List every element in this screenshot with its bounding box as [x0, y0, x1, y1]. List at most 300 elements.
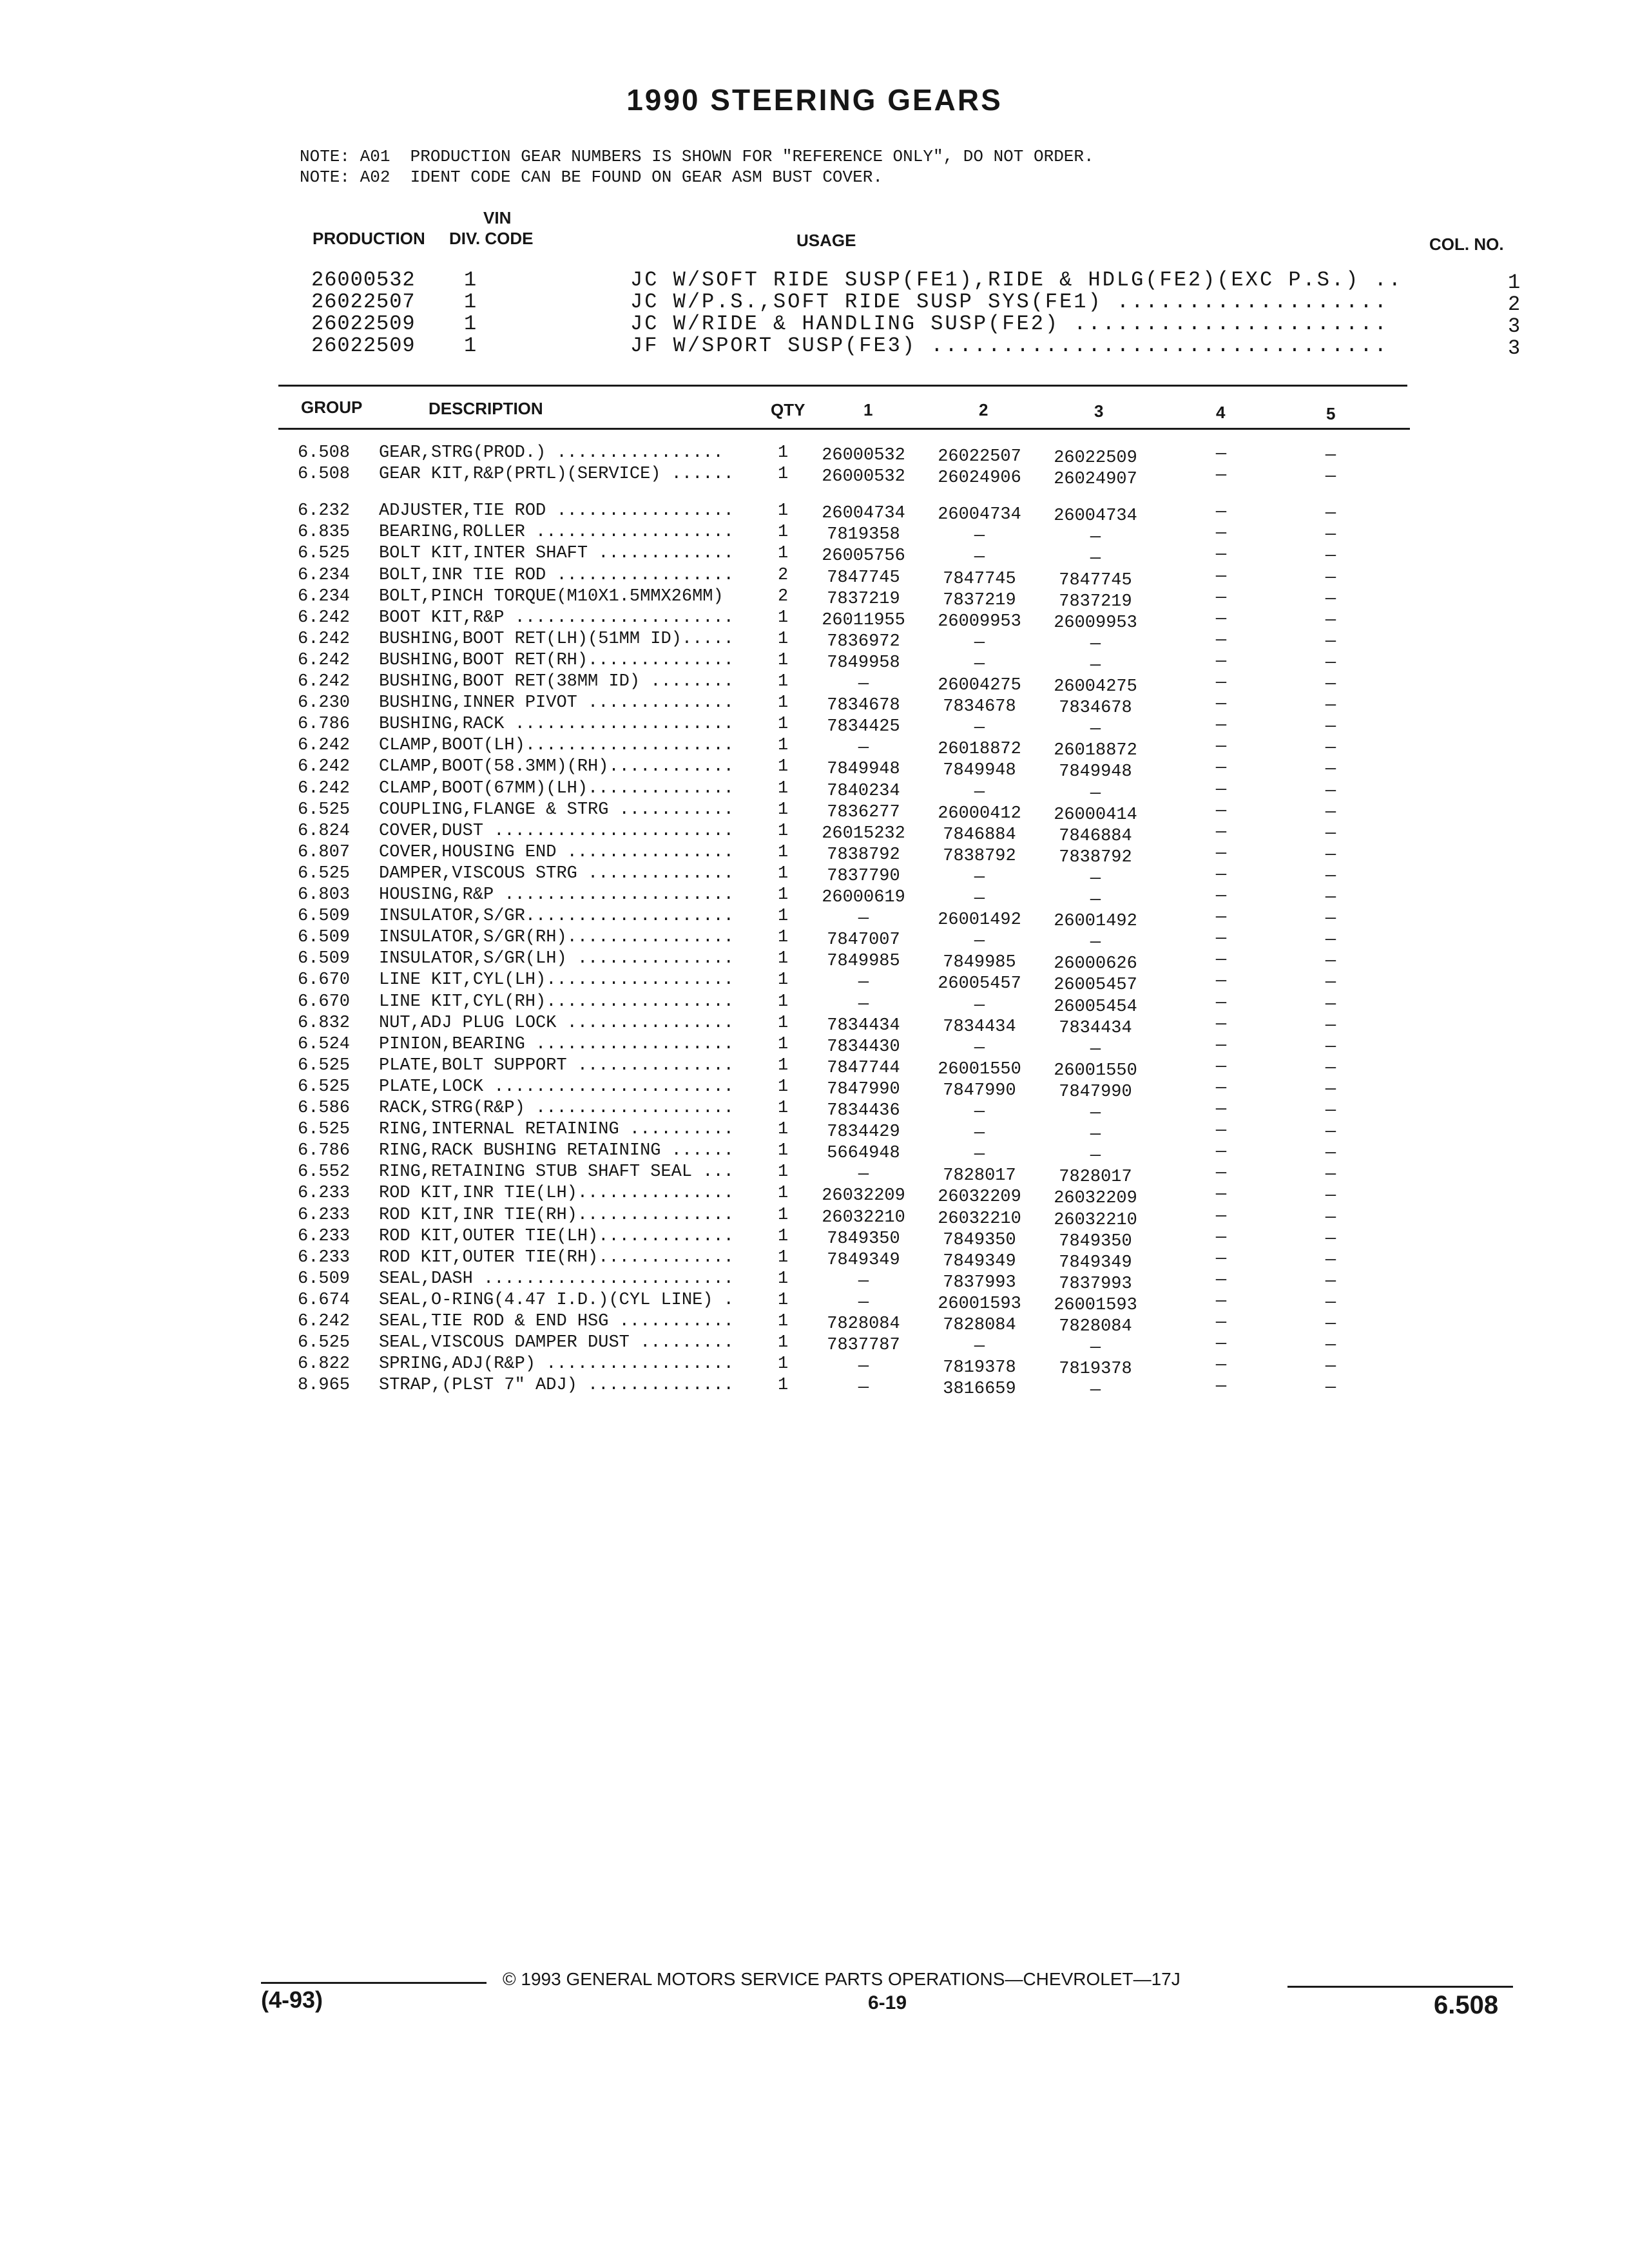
col5-cell: —: [1325, 525, 1336, 544]
qty-cell: 1: [778, 992, 789, 1012]
col4-cell: —: [1215, 588, 1227, 608]
col1-cell: —: [858, 675, 869, 694]
col5-cell: —: [1325, 1251, 1336, 1270]
col4-cell: —: [1215, 1228, 1227, 1247]
qty-cell: 1: [778, 1269, 789, 1289]
group-cell: 6.242: [298, 608, 351, 628]
col4-header: 4: [1216, 403, 1226, 422]
col5-cell: —: [1325, 1016, 1336, 1035]
col1-cell: 7847745: [827, 568, 900, 588]
table-row: [0, 693, 1629, 718]
col1-cell: —: [858, 738, 869, 758]
qty-cell: 1: [778, 885, 789, 905]
qty-cell: 1: [778, 1227, 789, 1246]
col1-cell: 7837787: [827, 1336, 900, 1355]
col5-cell: —: [1325, 675, 1336, 694]
table-row: [0, 949, 1629, 974]
col3-cell: 7846884: [1059, 827, 1132, 846]
col4-cell: —: [1215, 1142, 1227, 1162]
col3-cell: —: [1090, 784, 1101, 803]
qty-cell: 1: [778, 1099, 789, 1118]
group-cell: 6.525: [298, 800, 351, 820]
col5-cell: —: [1325, 1357, 1336, 1376]
table-row: [0, 1248, 1629, 1273]
group-cell: 6.234: [298, 587, 351, 606]
col3-cell: —: [1090, 933, 1101, 952]
col2-cell: 7837993: [943, 1273, 1016, 1293]
col5-cell: —: [1325, 1314, 1336, 1334]
col5-cell: —: [1325, 446, 1336, 465]
col2-cell: 7849985: [943, 953, 1016, 972]
qty-cell: 1: [778, 736, 789, 755]
table-row: [0, 608, 1629, 633]
group-cell: 6.242: [298, 736, 351, 755]
description-cell: BUSHING,BOOT RET(RH)..............: [379, 651, 734, 670]
description-cell: STRAP,(PLST 7" ADJ) ..............: [379, 1376, 734, 1395]
col4-cell: —: [1215, 1079, 1227, 1098]
col3-cell: —: [1090, 635, 1101, 654]
col3-cell: 7834434: [1059, 1019, 1132, 1038]
col2-header: 2: [979, 400, 988, 419]
col2-cell: 7837219: [943, 591, 1016, 610]
qty-cell: 1: [778, 800, 789, 820]
description-cell: PLATE,LOCK .......................: [379, 1077, 734, 1097]
col2-cell: 26032209: [938, 1187, 1021, 1207]
col5-cell: —: [1325, 1272, 1336, 1291]
col2-cell: 7849948: [943, 761, 1016, 780]
group-cell: 8.965: [298, 1376, 351, 1395]
col3-cell: —: [1090, 1338, 1101, 1358]
col4-cell: —: [1215, 1292, 1227, 1311]
col1-cell: 7834436: [827, 1101, 900, 1120]
description-cell: SPRING,ADJ(R&P) ..................: [379, 1354, 734, 1374]
copyright-text: © 1993 GENERAL MOTORS SERVICE PARTS OPERATIONS—CHEVROLET—17J: [503, 1969, 1181, 1989]
col5-cell: —: [1325, 1293, 1336, 1312]
col1-cell: —: [858, 1165, 869, 1184]
col3-cell: 7849349: [1059, 1253, 1132, 1273]
col1-header: 1: [863, 400, 873, 419]
col3-cell: 26032210: [1054, 1211, 1137, 1230]
col4-cell: —: [1215, 802, 1227, 821]
qty-cell: 1: [778, 757, 789, 776]
qty-cell: 1: [778, 629, 789, 649]
col4-cell: —: [1215, 610, 1227, 629]
table-row: [0, 843, 1629, 867]
divider-top: [278, 385, 1407, 387]
col3-cell: 26004734: [1054, 506, 1137, 526]
group-cell: 6.242: [298, 757, 351, 776]
vin-production: 26022509: [311, 312, 416, 336]
qty-cell: 1: [778, 1141, 789, 1160]
col4-cell: —: [1215, 503, 1227, 522]
group-cell: 6.234: [298, 566, 351, 585]
col3-cell: 26001492: [1054, 912, 1137, 931]
col5-cell: —: [1325, 1208, 1336, 1227]
col2-cell: —: [974, 1337, 985, 1356]
col1-cell: 26004734: [822, 504, 905, 523]
col3-cell: 7849350: [1059, 1232, 1132, 1251]
col4-cell: —: [1215, 1185, 1227, 1204]
qty-cell: 1: [778, 544, 789, 563]
qty-cell: 1: [778, 1333, 789, 1352]
col5-cell: —: [1325, 760, 1336, 779]
table-row: [0, 1227, 1629, 1251]
qty-cell: 1: [778, 1077, 789, 1097]
description-cell: SEAL,DASH ........................: [379, 1269, 734, 1289]
col5-cell: —: [1325, 1378, 1336, 1398]
col2-cell: —: [974, 783, 985, 802]
table-row: [0, 629, 1629, 654]
group-header: GROUP: [301, 398, 363, 417]
group-cell: 6.242: [298, 779, 351, 798]
col3-cell: —: [1090, 720, 1101, 739]
col5-cell: —: [1325, 824, 1336, 843]
col1-cell: 7837219: [827, 590, 900, 609]
table-row: [0, 992, 1629, 1017]
description-cell: ROD KIT,OUTER TIE(RH).............: [379, 1248, 734, 1267]
col3-cell: 7837219: [1059, 592, 1132, 611]
col2-cell: 7847745: [943, 570, 1016, 589]
description-cell: INSULATOR,S/GR(RH)................: [379, 928, 734, 947]
table-row: [0, 736, 1629, 760]
col2-cell: —: [974, 1102, 985, 1122]
description-cell: ADJUSTER,TIE ROD .................: [379, 501, 734, 521]
description-cell: LINE KIT,CYL(RH)..................: [379, 992, 734, 1012]
vin-col-no: 3: [1508, 314, 1521, 338]
col4-cell: —: [1215, 908, 1227, 927]
col1-cell: 7847990: [827, 1080, 900, 1099]
col3-cell: 7828017: [1059, 1168, 1132, 1187]
qty-header: QTY: [771, 400, 805, 419]
col1-cell: 7849985: [827, 952, 900, 971]
col1-cell: 7847744: [827, 1059, 900, 1078]
col5-cell: —: [1325, 1122, 1336, 1142]
table-row: [0, 822, 1629, 846]
col4-cell: —: [1215, 844, 1227, 863]
group-cell: 6.525: [298, 1333, 351, 1352]
col2-cell: —: [974, 1124, 985, 1143]
col4-cell: —: [1215, 1356, 1227, 1375]
col4-cell: —: [1215, 524, 1227, 543]
description-cell: BUSHING,RACK .....................: [379, 715, 734, 734]
col3-cell: 26005454: [1054, 997, 1137, 1017]
group-cell: 6.242: [298, 629, 351, 649]
col4-cell: —: [1215, 1377, 1227, 1396]
qty-cell: 1: [778, 1162, 789, 1182]
table-row: [0, 566, 1629, 590]
col1-cell: 7840234: [827, 782, 900, 801]
vin-div-code: 1: [464, 290, 477, 314]
qty-cell: 1: [778, 523, 789, 542]
col4-cell: —: [1215, 1271, 1227, 1290]
note-a02: NOTE: A02 IDENT CODE CAN BE FOUND ON GEAR ASM BUST COVER.: [300, 168, 883, 187]
group-cell: 6.525: [298, 1120, 351, 1139]
description-cell: PLATE,BOLT SUPPORT ...............: [379, 1056, 734, 1075]
description-cell: CLAMP,BOOT(67MM)(LH)..............: [379, 779, 734, 798]
table-row: [0, 715, 1629, 739]
col5-cell: —: [1325, 1059, 1336, 1078]
col3-cell: 26001593: [1054, 1296, 1137, 1315]
col2-cell: 7834678: [943, 697, 1016, 716]
col4-cell: —: [1215, 972, 1227, 991]
col4-cell: —: [1215, 950, 1227, 970]
col5-cell: —: [1325, 867, 1336, 886]
group-cell: 6.524: [298, 1035, 351, 1054]
col5-cell: —: [1325, 504, 1336, 523]
col5-cell: —: [1325, 1229, 1336, 1249]
col2-cell: 26000412: [938, 804, 1021, 823]
table-row: [0, 501, 1629, 526]
page-title: 1990 STEERING GEARS: [626, 83, 1003, 117]
group-cell: 6.525: [298, 544, 351, 563]
col1-cell: 7838792: [827, 845, 900, 865]
description-cell: RING,RETAINING STUB SHAFT SEAL ...: [379, 1162, 734, 1182]
group-cell: 6.786: [298, 1141, 351, 1160]
col2-cell: —: [974, 655, 985, 674]
col4-cell: —: [1215, 1334, 1227, 1354]
col2-cell: —: [974, 932, 985, 951]
table-row: [0, 779, 1629, 803]
col3-cell: 26001550: [1054, 1061, 1137, 1081]
table-row: [0, 885, 1629, 910]
group-cell: 6.525: [298, 1056, 351, 1075]
col1-cell: 7828084: [827, 1314, 900, 1334]
table-row: [0, 443, 1629, 468]
table-row: [0, 864, 1629, 889]
description-cell: BOOT KIT,R&P .....................: [379, 608, 734, 628]
col2-cell: 7846884: [943, 825, 1016, 845]
vin-col-no: 2: [1508, 293, 1521, 316]
description-cell: CLAMP,BOOT(58.3MM)(RH)............: [379, 757, 734, 776]
description-cell: BUSHING,BOOT RET(38MM ID) ........: [379, 672, 734, 691]
vin-usage: JF W/SPORT SUSP(FE3) ................................: [630, 334, 1389, 358]
col3-cell: 26000626: [1054, 954, 1137, 974]
col5-cell: —: [1325, 1037, 1336, 1057]
col5-cell: —: [1325, 803, 1336, 822]
col4-cell: —: [1215, 1036, 1227, 1055]
table-row: [0, 1184, 1629, 1208]
qty-cell: 1: [778, 779, 789, 798]
col1-cell: 26000532: [822, 467, 905, 486]
qty-cell: 1: [778, 443, 789, 463]
vin-div-code: 1: [464, 312, 477, 336]
table-row: [0, 970, 1629, 995]
description-cell: SEAL,TIE ROD & END HSG ...........: [379, 1312, 734, 1331]
col4-cell: —: [1215, 780, 1227, 800]
col2-cell: 26001593: [938, 1294, 1021, 1314]
description-cell: BOLT KIT,INTER SHAFT .............: [379, 544, 734, 563]
col1-cell: —: [858, 973, 869, 992]
col2-cell: —: [974, 718, 985, 738]
vin-production: 26022509: [311, 334, 416, 358]
qty-cell: 1: [778, 1014, 789, 1033]
group-cell: 6.670: [298, 970, 351, 990]
col1-cell: 26005756: [822, 546, 905, 566]
col5-cell: —: [1325, 995, 1336, 1014]
col5-cell: —: [1325, 1336, 1336, 1355]
group-cell: 6.242: [298, 651, 351, 670]
vin-div-code: 1: [464, 268, 477, 292]
col1-cell: 7834678: [827, 696, 900, 715]
col5-header: 5: [1326, 404, 1336, 423]
qty-cell: 1: [778, 1354, 789, 1374]
vin-header: VIN: [483, 208, 512, 227]
vin-production: 26000532: [311, 268, 416, 292]
qty-cell: 1: [778, 928, 789, 947]
description-cell: RACK,STRG(R&P) ...................: [379, 1099, 734, 1118]
qty-cell: 1: [778, 715, 789, 734]
qty-cell: 1: [778, 608, 789, 628]
qty-cell: 1: [778, 501, 789, 521]
group-cell: 6.552: [298, 1162, 351, 1182]
description-cell: GEAR,STRG(PROD.) ................: [379, 443, 724, 463]
col2-cell: 7828084: [943, 1316, 1016, 1335]
col4-cell: —: [1215, 887, 1227, 906]
qty-cell: 1: [778, 1291, 789, 1310]
description-cell: RING,INTERNAL RETAINING ..........: [379, 1120, 734, 1139]
col2-cell: 7849350: [943, 1231, 1016, 1250]
col2-cell: 26022507: [938, 447, 1021, 466]
col1-cell: —: [858, 909, 869, 928]
group-cell: 6.832: [298, 1014, 351, 1033]
col3-cell: 26024907: [1054, 470, 1137, 489]
col1-cell: 7849349: [827, 1251, 900, 1270]
col5-cell: —: [1325, 568, 1336, 588]
table-row: [0, 928, 1629, 952]
qty-cell: 1: [778, 822, 789, 841]
table-row: [0, 523, 1629, 547]
col4-cell: —: [1215, 652, 1227, 671]
group-cell: 6.242: [298, 1312, 351, 1331]
col4-cell: —: [1215, 695, 1227, 714]
col4-cell: —: [1215, 673, 1227, 693]
vin-col-no: 3: [1508, 336, 1521, 360]
col1-cell: 7834425: [827, 717, 900, 736]
footer-rule-right: [1287, 1986, 1513, 1988]
table-row: [0, 1141, 1629, 1166]
col5-cell: —: [1325, 1165, 1336, 1184]
footer-rule-left: [261, 1982, 487, 1984]
table-row: [0, 1035, 1629, 1059]
description-cell: BEARING,ROLLER ...................: [379, 523, 734, 542]
col4-cell: —: [1215, 1100, 1227, 1119]
col1-cell: 7836277: [827, 803, 900, 822]
col1-cell: 7819358: [827, 525, 900, 544]
col1-cell: —: [858, 1378, 869, 1398]
col2-cell: 7847990: [943, 1081, 1016, 1100]
col5-cell: —: [1325, 632, 1336, 651]
col4-cell: —: [1215, 1164, 1227, 1183]
description-cell: GEAR KIT,R&P(PRTL)(SERVICE) ......: [379, 465, 734, 484]
group-cell: 6.824: [298, 822, 351, 841]
col1-cell: 26011955: [822, 611, 905, 630]
col1-cell: 26032209: [822, 1186, 905, 1206]
col5-cell: —: [1325, 611, 1336, 630]
col3-cell: —: [1090, 549, 1101, 568]
col5-cell: —: [1325, 782, 1336, 801]
col5-cell: —: [1325, 696, 1336, 715]
col1-cell: 7836972: [827, 632, 900, 651]
description-cell: DAMPER,VISCOUS STRG ..............: [379, 864, 734, 883]
group-cell: 6.822: [298, 1354, 351, 1374]
vin-col-no: 1: [1508, 271, 1521, 294]
group-cell: 6.233: [298, 1184, 351, 1203]
col5-cell: —: [1325, 1186, 1336, 1206]
col2-cell: 26024906: [938, 468, 1021, 488]
table-row: [0, 1120, 1629, 1144]
col1-cell: 7837790: [827, 867, 900, 886]
group-cell: 6.586: [298, 1099, 351, 1118]
description-cell: COUPLING,FLANGE & STRG ...........: [379, 800, 734, 820]
qty-cell: 2: [778, 566, 789, 585]
col4-cell: —: [1215, 1057, 1227, 1077]
col4-cell: —: [1215, 445, 1227, 464]
col1-cell: 7847007: [827, 930, 900, 950]
description-cell: BOLT,INR TIE ROD .................: [379, 566, 734, 585]
col3-cell: 7828084: [1059, 1317, 1132, 1336]
col4-cell: —: [1215, 716, 1227, 735]
qty-cell: 1: [778, 1206, 789, 1225]
group-cell: 6.233: [298, 1227, 351, 1246]
col2-cell: 26018872: [938, 740, 1021, 759]
col3-cell: 7849948: [1059, 762, 1132, 782]
table-row: [0, 1376, 1629, 1400]
table-row: [0, 587, 1629, 611]
description-cell: RING,RACK BUSHING RETAINING ......: [379, 1141, 734, 1160]
table-row: [0, 1333, 1629, 1358]
description-cell: NUT,ADJ PLUG LOCK ................: [379, 1014, 734, 1033]
col5-cell: —: [1325, 590, 1336, 609]
col1-cell: 7834434: [827, 1016, 900, 1035]
col4-cell: —: [1215, 929, 1227, 948]
col5-cell: —: [1325, 973, 1336, 992]
col2-cell: —: [974, 889, 985, 908]
group-cell: 6.233: [298, 1248, 351, 1267]
col1-cell: 7849958: [827, 653, 900, 673]
description-cell: INSULATOR,S/GR(LH) ...............: [379, 949, 734, 968]
group-cell: 6.242: [298, 672, 351, 691]
qty-cell: 1: [778, 465, 789, 484]
col5-cell: —: [1325, 717, 1336, 736]
group-cell: 6.509: [298, 949, 351, 968]
col3-cell: —: [1090, 528, 1101, 547]
col3-header: 3: [1094, 401, 1104, 421]
col3-cell: 26022509: [1054, 448, 1137, 468]
col1-cell: —: [858, 1272, 869, 1291]
col5-cell: —: [1325, 738, 1336, 758]
col4-cell: —: [1215, 994, 1227, 1013]
table-row: [0, 1312, 1629, 1336]
col2-cell: —: [974, 548, 985, 567]
col3-cell: —: [1090, 1125, 1101, 1144]
col1-cell: 5664948: [827, 1144, 900, 1163]
col3-cell: —: [1090, 890, 1101, 910]
col4-cell: —: [1215, 1249, 1227, 1269]
col2-cell: 26005457: [938, 974, 1021, 994]
table-row: [0, 1077, 1629, 1102]
col1-cell: —: [858, 995, 869, 1014]
description-cell: BUSHING,INNER PIVOT ..............: [379, 693, 734, 713]
col3-cell: 26005457: [1054, 975, 1137, 995]
qty-cell: 1: [778, 1056, 789, 1075]
description-cell: ROD KIT,INR TIE(LH)...............: [379, 1184, 734, 1203]
col3-cell: —: [1090, 1381, 1101, 1400]
group-cell: 6.509: [298, 907, 351, 926]
col2-cell: 7819378: [943, 1358, 1016, 1378]
col4-cell: —: [1215, 758, 1227, 778]
qty-cell: 1: [778, 949, 789, 968]
col3-cell: —: [1090, 869, 1101, 889]
